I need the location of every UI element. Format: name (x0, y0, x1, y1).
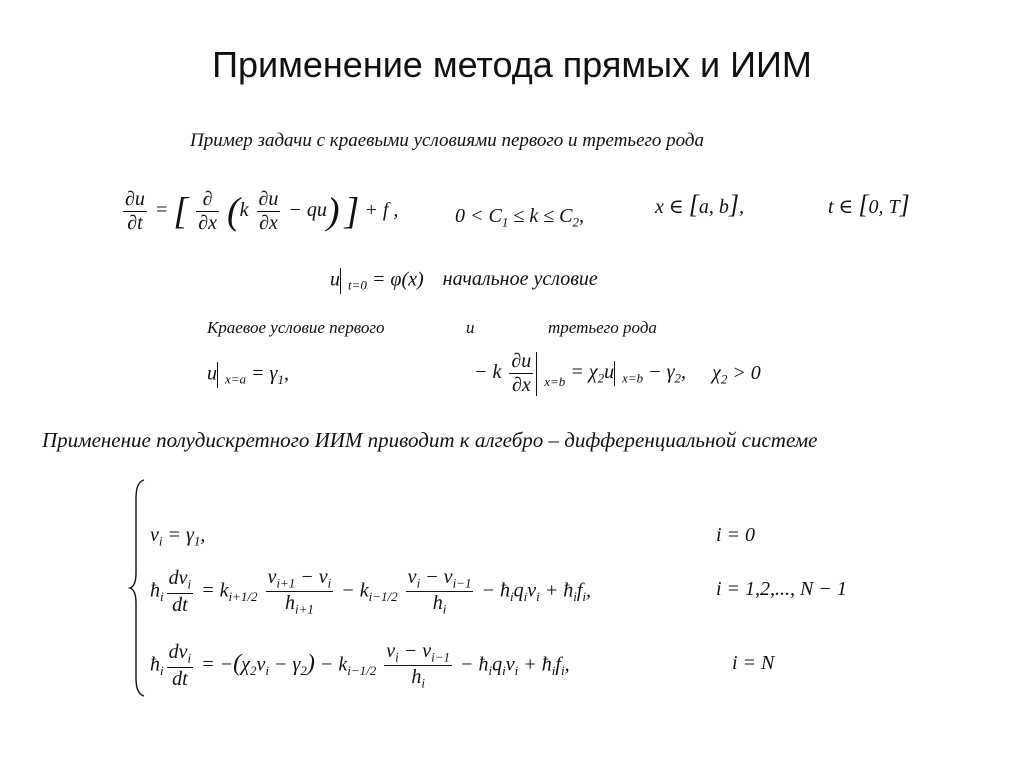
boundary-caption-2: третьего рода (548, 318, 657, 337)
system-row-last: $ħ_i$ $\frac{dv_i}{dt}$ = $-(\chi_2v_i - \gamma_2) - k_{i-1/2}$ $\frac{v_i - v_{i-1}}{h_i}$ − $ħ_iq_iv_i$ + $ħ_if_i$, (150, 640, 570, 692)
boundary-condition-third: − k $\frac{\partial u}{\partial x}$ $_{x=b} = \chi_2u$ $_{x=b} - \gamma_2$, (474, 350, 687, 396)
coefficient-bounds: $0 < C_1 \le k \le C_2$, (455, 205, 585, 230)
pde-equation: $\frac{\partial u}{\partial t}$ = [ $\frac{\partial}{\partial x}$ (k $\frac{\partial u}{\partial x}$ − qu) ] + f , (125, 188, 399, 234)
range-last: i = N (732, 652, 775, 674)
system-row-middle: $ħ_i$ $\frac{dv_i}{dt}$ = $k_{i+1/2}$ $\frac{v_{i+1} - v_i}{h_{i+1}}$ − $k_{i-1/2}$ $\frac{v_i - v_{i-1}}{h_i}$ − $ħ_iq_iv_i$ + $ħ_if_i$, (150, 566, 592, 618)
initial-condition: u $_{t=0}$ = φ(x) начальное условие (330, 268, 598, 293)
range-middle: i = 1,2,..., N − 1 (716, 578, 847, 600)
x-domain: x ∈ [a, b], (655, 190, 744, 219)
initial-condition-label: начальное условие (442, 268, 598, 291)
chi-positive: $\chi_2 > 0$ (712, 362, 761, 387)
boundary-caption-and: и (466, 318, 475, 337)
semidiscrete-caption: Применение полудискретного ИИМ приводит к алгебро – дифференциальной системе (42, 428, 818, 452)
example-caption: Пример задачи с краевыми условиями первого и третьего рода (190, 130, 705, 151)
slide-title: Применение метода прямых и ИИМ (212, 44, 812, 85)
system-row-first: $v_i = \gamma_1$, (150, 524, 206, 549)
system-brace (128, 478, 148, 698)
t-domain: t ∈ [0, T] (828, 190, 910, 219)
range-first: i = 0 (716, 524, 756, 546)
boundary-condition-first: u $_{x=a} = \gamma_1$, (207, 362, 289, 387)
boundary-caption-1: Краевое условие первого (207, 318, 385, 337)
